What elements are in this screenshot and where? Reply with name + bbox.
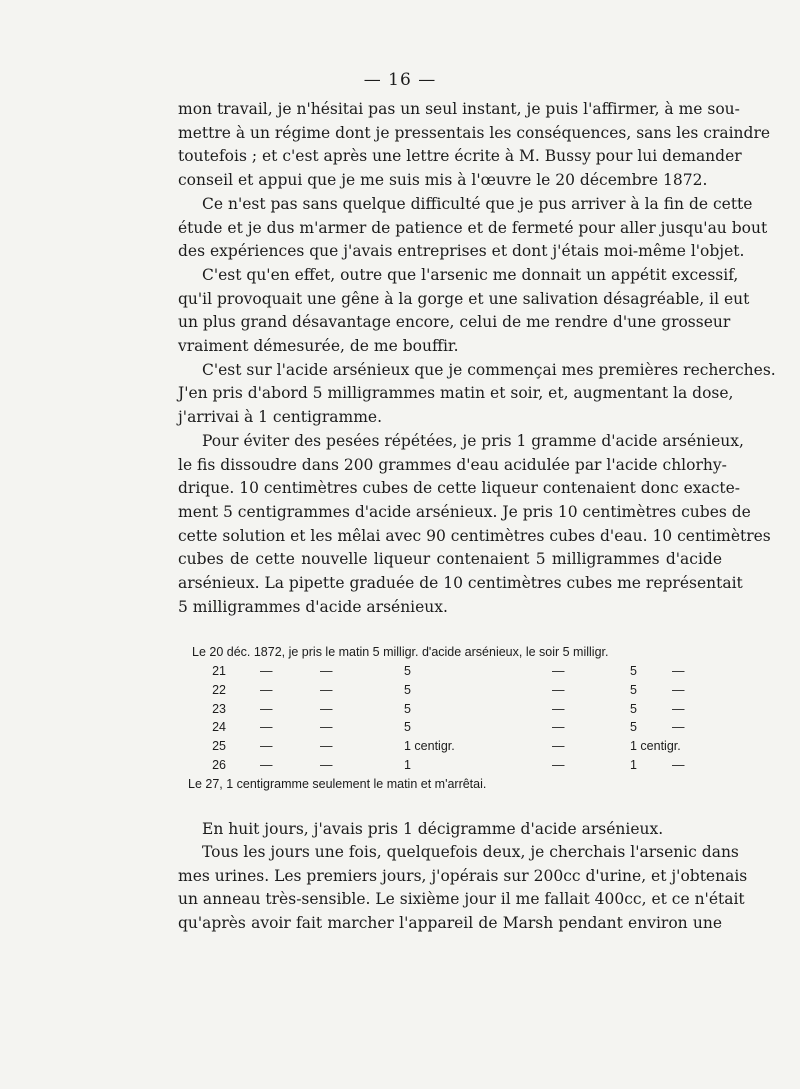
closing-text <box>178 818 748 935</box>
ditto-mark: — <box>552 682 565 697</box>
ditto-mark: — <box>260 757 273 772</box>
text-line: un plus grand désavantage encore, celui de me rendre d'une grosseur <box>178 313 731 332</box>
dosage-row <box>192 739 722 758</box>
ditto-mark: — <box>672 682 685 697</box>
evening-dose: 1 centigr. <box>630 739 681 754</box>
dosage-row <box>192 683 722 702</box>
day-cell: 26 <box>212 757 226 772</box>
evening-dose: 5 <box>630 720 637 735</box>
ditto-mark: — <box>672 664 685 678</box>
text-line: drique. 10 centimètres cubes de cette liqueur contenaient donc exacte- <box>178 479 741 498</box>
morning-dose: 1 centigr. <box>404 739 455 754</box>
paragraph <box>178 264 750 359</box>
day-cell: 25 <box>212 739 226 754</box>
text-line: qu'il provoquait une gêne à la gorge et une salivation désagréable, il eut <box>178 289 750 308</box>
day-cell: 21 <box>212 664 226 678</box>
dosage-footer: Le 27, 1 centigramme seulement le matin et m'arrêtai. <box>188 776 487 791</box>
text-line: j'arrivai à 1 centigramme. <box>178 408 383 427</box>
dosage-row <box>192 702 722 721</box>
ditto-mark: — <box>260 682 273 697</box>
ditto-mark: — <box>672 720 685 735</box>
morning-dose: 5 <box>404 701 411 716</box>
ditto-mark: — <box>260 664 273 678</box>
dosage-row <box>192 664 722 683</box>
day-cell: 24 <box>212 720 226 735</box>
ditto-mark: — <box>320 701 333 716</box>
ditto-mark: — <box>672 757 685 772</box>
text-line: mon travail, je n'hésitai pas un seul instant, je puis l'affirmer, à me sou- <box>178 100 740 118</box>
dosage-row <box>192 758 722 777</box>
ditto-mark: — <box>260 720 273 735</box>
ditto-mark: — <box>260 701 273 716</box>
text-line: C'est qu'en effet, outre que l'arsenic me donnait un appétit excessif, <box>202 265 739 284</box>
morning-dose: 1 <box>404 757 411 772</box>
paragraph <box>178 430 771 620</box>
text-line: toutefois ; et c'est après une lettre écrite à M. Bussy pour lui demander <box>178 147 742 166</box>
morning-dose: 5 <box>404 720 411 735</box>
text-line: 5 milligrammes d'acide arsénieux. <box>178 597 448 616</box>
text-line: ment 5 centigrammes d'acide arsénieux. Je pris 10 centimètres cubes de <box>178 502 751 521</box>
text-line: Tous les jours une fois, quelquefois deux, je cherchais l'arsenic dans <box>202 843 739 862</box>
ditto-mark: — <box>552 720 565 735</box>
text-line: étude et je dus m'armer de patience et de fermeté pour aller jusqu'au bout <box>178 218 768 237</box>
day-cell: 22 <box>212 682 226 697</box>
ditto-mark: — <box>260 739 273 754</box>
evening-dose: 1 <box>630 757 637 772</box>
page-number: — 16 — <box>363 70 437 90</box>
text-line: Ce n'est pas sans quelque difficulté que je pus arriver à la fin de cette <box>202 194 753 213</box>
dosage-row <box>192 720 722 739</box>
text-line: En huit jours, j'avais pris 1 décigramme d'acide arsénieux. <box>202 820 664 838</box>
text-line: vraiment démesurée, de me bouffir. <box>178 337 459 356</box>
body-text <box>178 98 776 619</box>
paragraph <box>178 359 776 430</box>
text-line: le fis dissoudre dans 200 grammes d'eau acidulée par l'acide chlorhy- <box>178 455 727 474</box>
paragraph <box>178 841 748 935</box>
text-line: des expériences que j'avais entreprises et dont j'étais moi-même l'objet. <box>178 242 745 261</box>
paragraph <box>178 818 722 841</box>
ditto-mark: — <box>552 664 565 678</box>
text-line: conseil et appui que je me suis mis à l'œuvre le 20 décembre 1872. <box>178 171 708 190</box>
text-line: mettre à un régime dont je pressentais les conséquences, sans les craindre <box>178 123 771 142</box>
text-line: arsénieux. La pipette graduée de 10 centimètres cubes me représentait <box>178 574 743 593</box>
dosage-header: Le 20 déc. 1872, je pris le matin 5 milligr. d'acide arsénieux, le soir 5 milligr. <box>192 645 609 659</box>
ditto-mark: — <box>672 701 685 716</box>
ditto-mark: — <box>320 720 333 735</box>
text-line: C'est sur l'acide arsénieux que je commençai mes premières recherches. <box>202 360 776 379</box>
ditto-mark: — <box>552 739 565 754</box>
evening-dose: 5 <box>630 682 637 697</box>
morning-dose: 5 <box>404 664 411 678</box>
text-line: un anneau très-sensible. Le sixième jour il me fallait 400cc, et ce n'était <box>178 890 745 909</box>
text-line: qu'après avoir fait marcher l'appareil de Marsh pendant environ une <box>178 913 722 932</box>
ditto-mark: — <box>320 757 333 772</box>
ditto-mark: — <box>552 757 565 772</box>
dosage-table <box>188 645 722 797</box>
text-line: mes urines. Les premiers jours, j'opérais sur 200cc d'urine, et j'obtenais <box>178 866 748 885</box>
evening-dose: 5 <box>630 664 637 678</box>
text-line: J'en pris d'abord 5 milligrammes matin et soir, et, augmentant la dose, <box>178 384 734 403</box>
text-line: Pour éviter des pesées répétées, je pris 1 gramme d'acide arsénieux, <box>202 431 744 450</box>
ditto-mark: — <box>320 664 333 678</box>
morning-dose: 5 <box>404 682 411 697</box>
ditto-mark: — <box>320 739 333 754</box>
text-line: cubes de cette nouvelle liqueur contenaient 5 milligrammes d'acide <box>178 550 722 569</box>
paragraph <box>178 98 771 193</box>
text-line: cette solution et les mêlai avec 90 centimètres cubes d'eau. 10 centimètres <box>178 526 771 545</box>
ditto-mark: — <box>552 701 565 716</box>
paragraph <box>178 193 768 264</box>
day-cell: 23 <box>212 701 226 716</box>
ditto-mark: — <box>320 682 333 697</box>
evening-dose: 5 <box>630 701 637 716</box>
